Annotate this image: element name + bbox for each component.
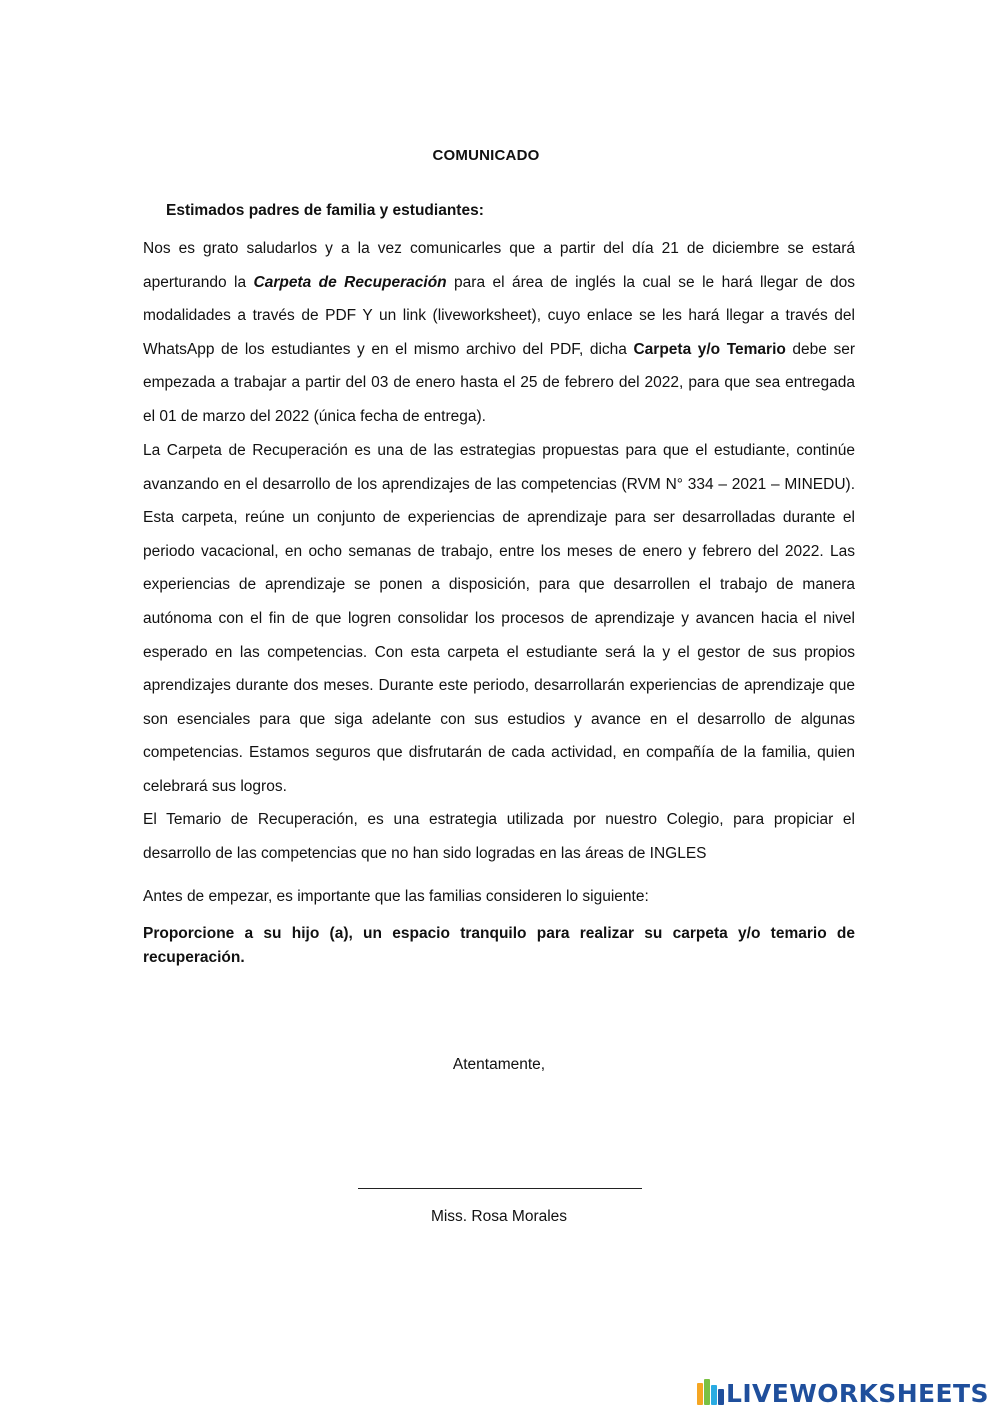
paragraph-announcement [143,232,855,434]
carpeta-emphasis: Carpeta de Recuperación [253,273,447,291]
paragraph-recommendation: Proporcione a su hijo (a), un espacio tranquilo para realizar su carpeta y/o temario de recuperación. [143,925,855,966]
closing: Atentamente, [452,1056,546,1073]
paragraph-1-part-1: Nos es grato saludarlos y a la vez comunicarles que a partir del día 21 de diciembre se estará aperturando la [143,240,855,291]
liveworksheets-logo-text: LIVEWORKSHEETS [726,1378,989,1408]
liveworksheets-logo-icon [697,1379,723,1407]
greeting: Estimados padres de familia y estudiantes: [166,202,484,219]
paragraph-carpeta-description: La Carpeta de Recuperación es una de las estrategias propuestas para que el estudiante, continúe avanzando en el desarrollo de los aprendizajes de las competencias (RVM N° 334 – 2021 – MINEDU). Esta carpeta, reúne un conjunto de experiencias de aprendizaje para ser desarrolladas durante el periodo vacacional, en ocho semanas de trabajo, entre los meses de enero y febrero del 2022. Las experiencias de aprendizaje se ponen a disposición, para que desarrollen el trabajo de manera autónoma con el fin de que logren consolidar los procesos de aprendizaje y avancen hacia el nivel esperado en las competencias. Con esta carpeta el estudiante será la y el gestor de sus propios aprendizajes durante dos meses. Durante este periodo, desarrollarán experiencias de aprendizaje que son esenciales para que siga adelante con sus estudios y avance en el desarrollo de algunas competencias. Estamos seguros que disfrutarán de cada actividad, en compañía de la familia, quien celebrará sus logros. [143,442,855,795]
liveworksheets-logo [697,1378,989,1408]
paragraph-1-part-2: para el área de inglés la cual se le hará llegar de dos modalidades a través de PDF Y un link (liveworksheet), cuyo enlace se les hará llegar a través del WhatsApp de los estudiantes y en el mismo archivo del PDF, dicha [143,273,855,358]
document-title: COMUNICADO [432,147,540,164]
carpeta-temario-bold: Carpeta y/o Temario [633,340,786,358]
paragraph-1-part-3: debe ser empezada a trabajar a partir del 03 de enero hasta el 25 de febrero del 2022, para que sea entregada el 01 de marzo del 2022 (única fecha de entrega). [143,340,855,425]
paragraph-considerations-intro: Antes de empezar, es importante que las familias consideren lo siguiente: [143,888,649,905]
paragraph-temario-description: El Temario de Recuperación, es una estrategia utilizada por nuestro Colegio, para propiciar el desarrollo de las competencias que no han sido logradas en las áreas de INGLES [143,811,855,862]
signature-line [358,1188,642,1189]
signature-name: Miss. Rosa Morales [430,1208,568,1225]
